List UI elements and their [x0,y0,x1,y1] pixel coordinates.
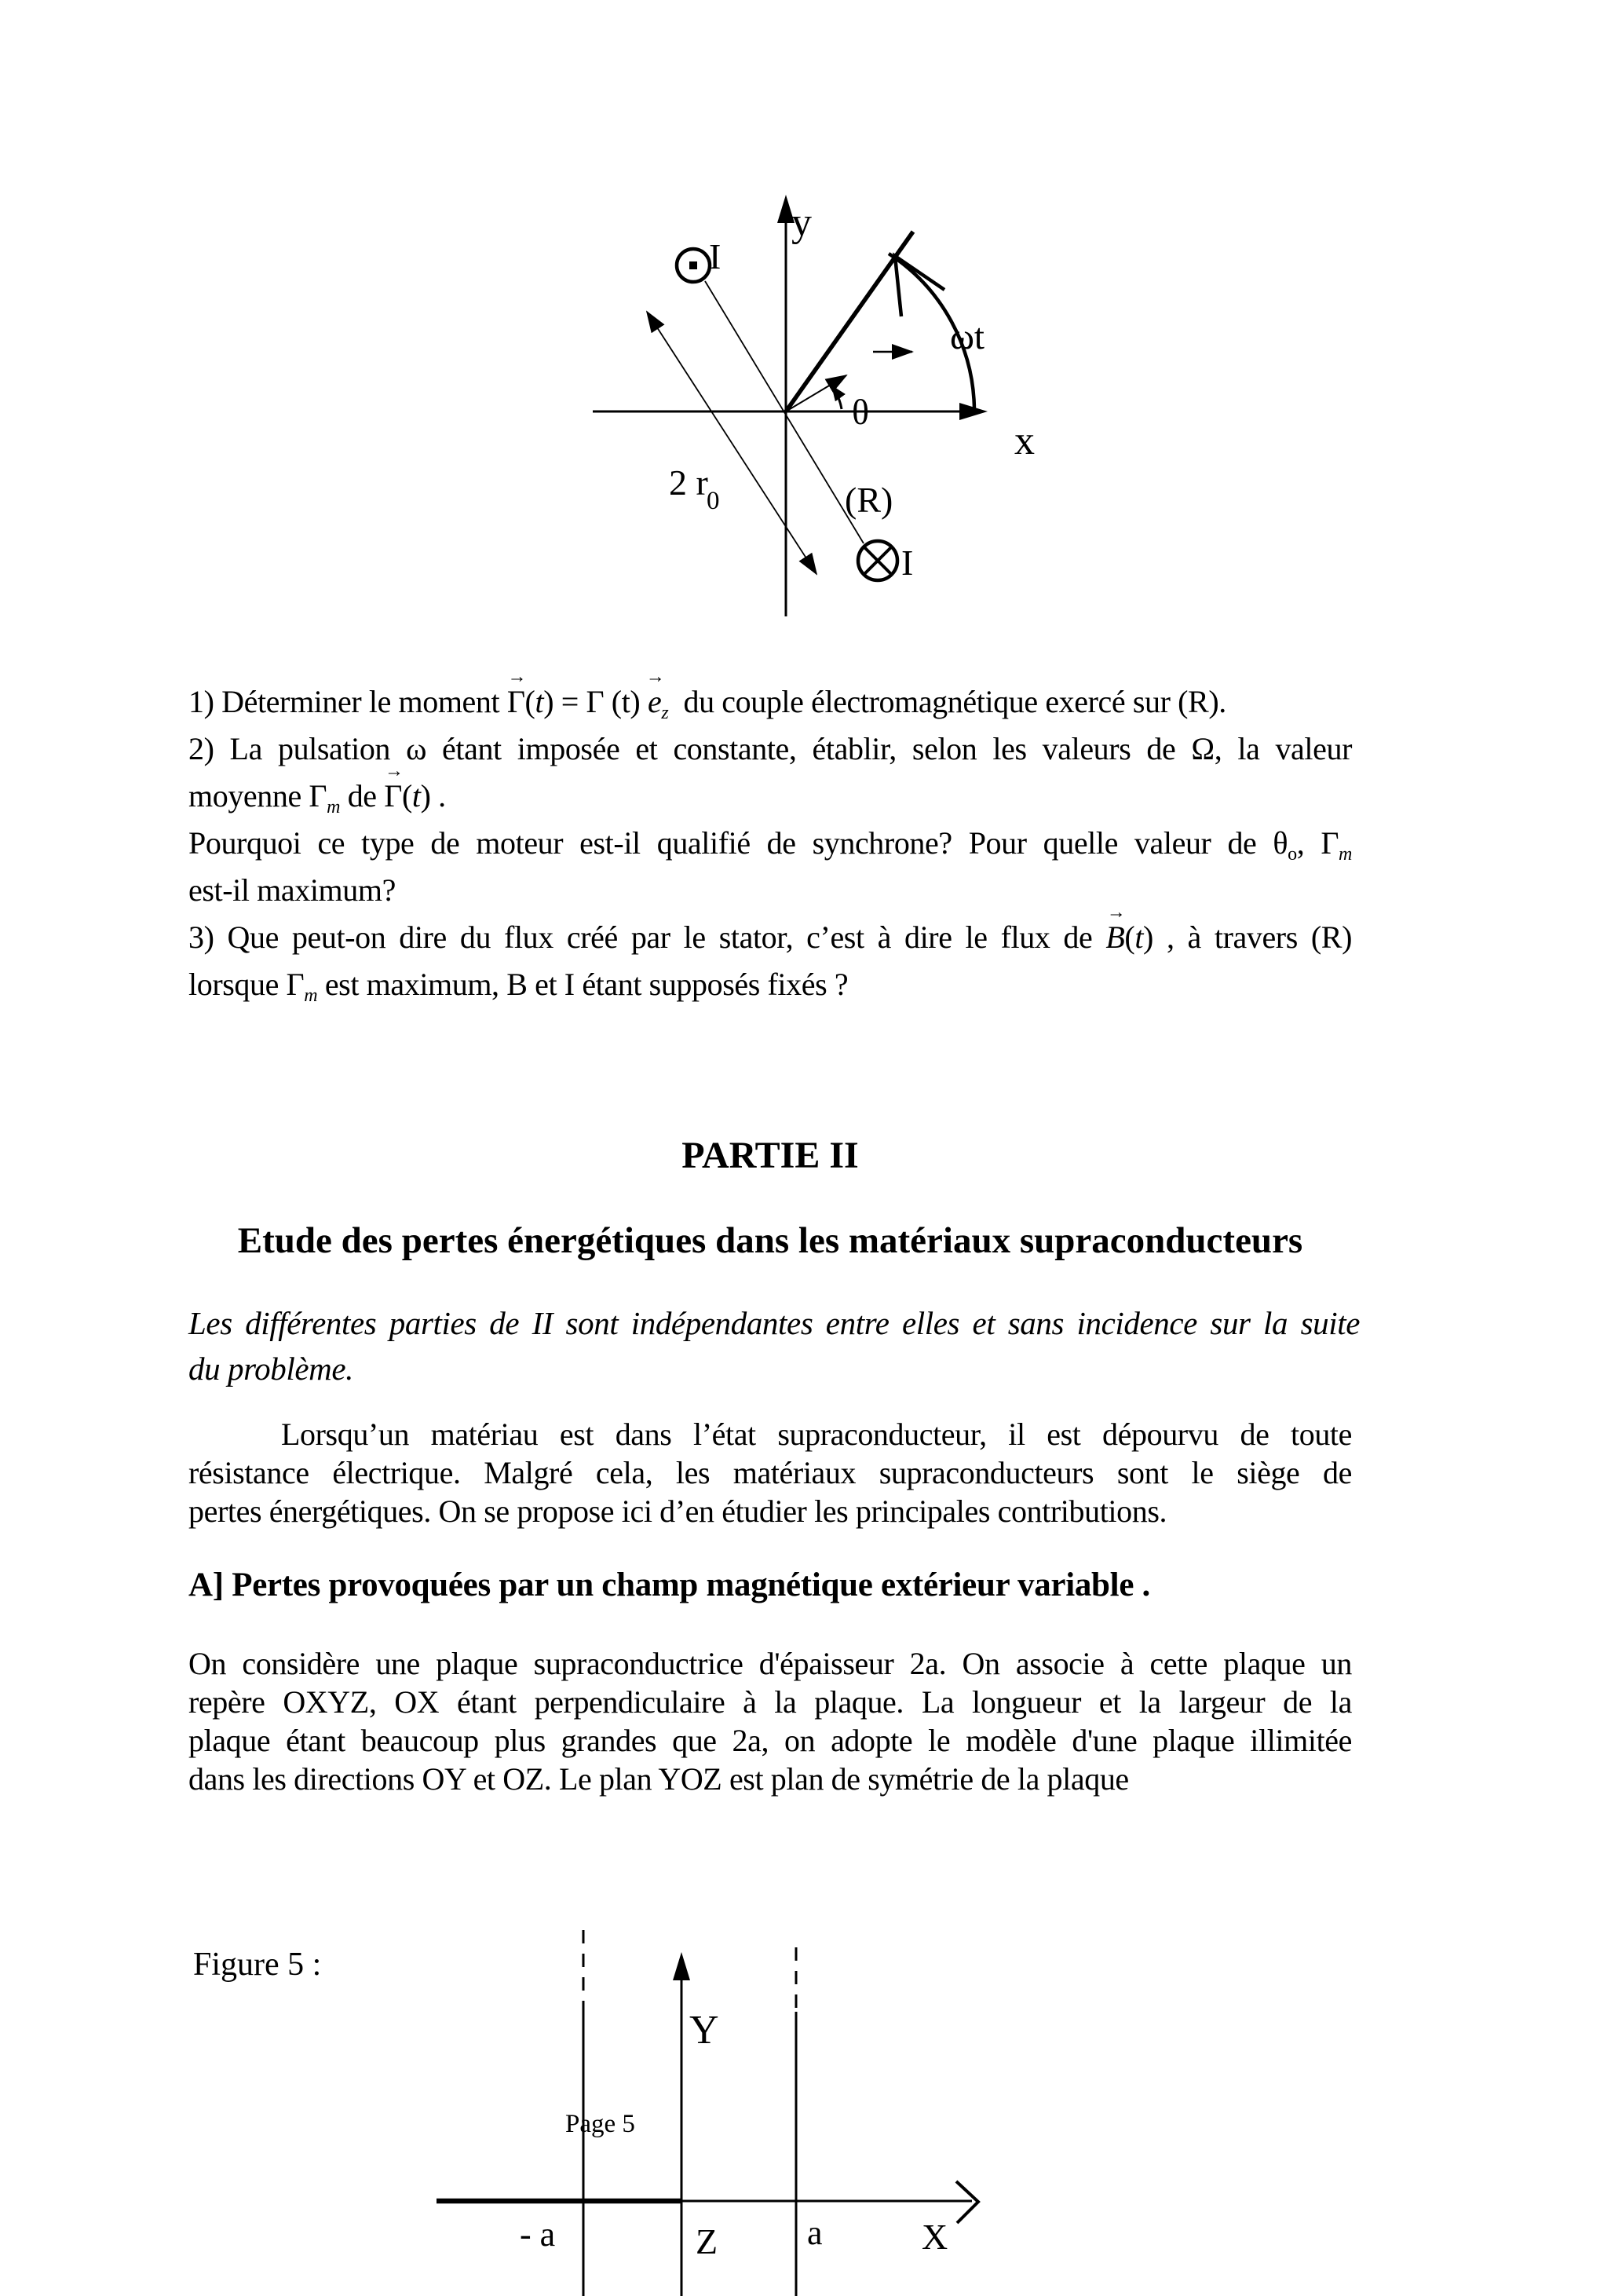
part2-title: PARTIE II [681,1135,859,1176]
coil-name-label: (R) [845,480,893,520]
text-line: repère OXYZ, OX étant perpendiculaire à la plaque. La longueur et la largeur de la [188,1684,1352,1720]
independence-note [188,1300,1360,1391]
omega-t-label: ωt [950,316,985,357]
text-line: moyenne $\Gamma_m$ de Γ → (t) . [188,761,446,817]
figure5-caption: Figure 5 : [193,1947,322,1983]
minus-a-label: - a [520,2215,556,2254]
Y-axis-label: Y [689,2008,719,2053]
page-number: Page 5 [565,2110,635,2138]
current-out-label: I [709,236,721,276]
text-line: On considère une plaque supraconductrice d'épaisseur 2a. On associe à cette plaque un [188,1646,1352,1681]
text-line: du problème. [188,1351,354,1387]
motor-diagram [550,181,1052,636]
x-axis-label: x [1014,419,1035,463]
plus-a-label: a [807,2214,823,2252]
section-a-heading: A] Pertes provoquées par un champ magnétique extérieur variable . [188,1567,1151,1603]
theta-angle-arc [832,386,842,409]
diameter-label-subscript: 0 [707,487,720,515]
text-line: Les différentes parties de II sont indépendantes entre elles et sans incidence sur la suite [188,1305,1360,1341]
plate-paragraph [188,1644,1352,1798]
text-line: plaque étant beaucoup plus grandes que 2a, on adopte le modèle d'une plaque illimitée [188,1723,1352,1758]
text-line: pertes énergétiques. On se propose ici d’en étudier les principales contributions. [188,1493,1167,1529]
Z-axis-label: Z [696,2221,718,2261]
text-line: 1) Déterminer le moment Γ → (t) = Γ (t) e → $_z$ du couple électromagnétique exercé sur (R). [188,667,1226,723]
current-out-dot [689,261,697,269]
questions-block [188,667,1352,1008]
part2-subtitle: Etude des pertes énergétiques dans les matériaux supraconducteurs [237,1220,1303,1261]
text-line: résistance électrique. Malgré cela, les matériaux supraconducteurs sont le siège de [188,1455,1352,1490]
text-line: est-il maximum? [188,872,396,908]
text-line: 2) La pulsation ω étant imposée et constante, établir, selon les valeurs de Ω, la valeur [188,731,1352,766]
text-line: lorsque $\Gamma_m$ est maximum, B et I étant supposés fixés ? [188,967,849,1006]
X-axis-label: X [922,2217,948,2257]
y-axis-label: y [791,200,812,245]
theta-label: θ [852,392,870,432]
text-line: Lorsqu’un matériau est dans l’état supraconducteur, il est dépourvu de toute [281,1417,1352,1452]
text-line: 3) Que peut-on dire du flux créé par le stator, c’est à dire le flux de B → (t) , à travers (R) [188,902,1352,955]
diameter-label: 2 r [669,462,708,503]
intro-paragraph [188,1415,1352,1530]
text-line: dans les directions OY et OZ. Le plan YOZ est plan de symétrie de la plaque [188,1761,1129,1797]
current-in-label: I [901,543,914,583]
diameter-dimension-line [647,312,816,574]
text-line: Pourquoi ce type de moteur est-il qualifié de synchrone? Pour quelle valeur de $\theta_o$, $\Gamma_m$ [188,825,1352,865]
figure5-diagram [424,1916,989,2296]
Y-axis-arrowhead [673,1952,690,1980]
